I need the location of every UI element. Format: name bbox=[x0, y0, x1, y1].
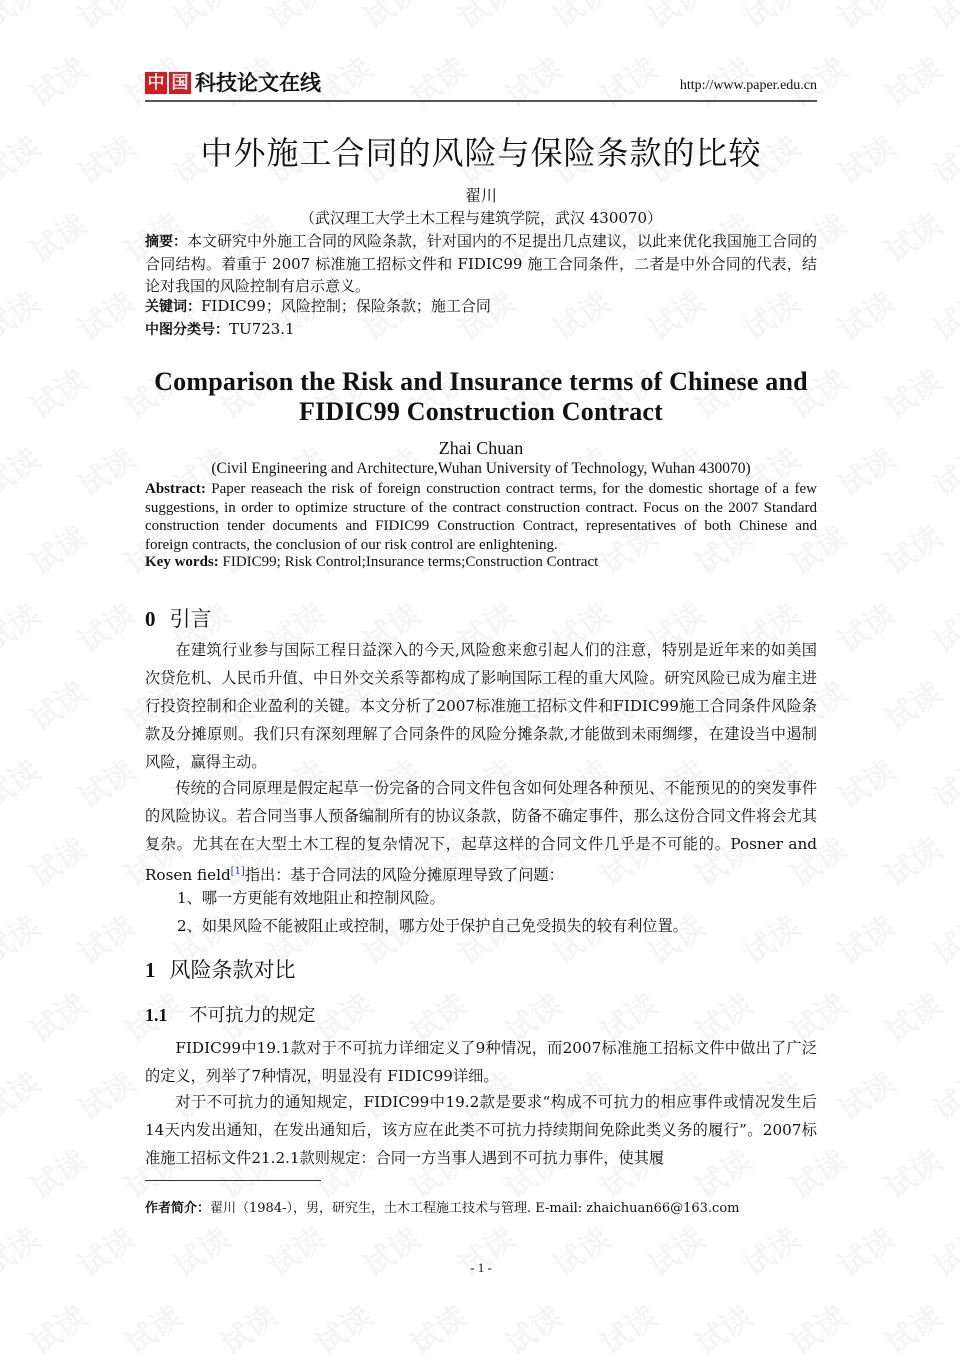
watermark-text bbox=[448, 0, 522, 37]
chinese-abstract bbox=[145, 230, 817, 297]
paragraph-text-cont: 指出：基于合同法的风险分摊原理导致了问题： bbox=[244, 866, 564, 885]
watermark-text bbox=[923, 435, 960, 505]
watermark-text bbox=[305, 1293, 379, 1357]
watermark-text bbox=[0, 591, 47, 661]
watermark-text bbox=[875, 825, 949, 895]
english-author: Zhai Chuan bbox=[438, 438, 524, 458]
chinese-title: 中外施工合同的风险与保险条款的比较 bbox=[200, 134, 762, 172]
chinese-affiliation: （武汉理工大学土木工程与建筑学院，武汉 430070） bbox=[299, 209, 663, 227]
watermark-text bbox=[543, 0, 617, 37]
watermark-text bbox=[353, 0, 427, 37]
chinese-author: 翟川 bbox=[464, 186, 497, 205]
watermark-text bbox=[828, 123, 902, 193]
watermark-text bbox=[68, 903, 142, 973]
section-title: 风险条款对比 bbox=[169, 958, 296, 982]
watermark-text bbox=[0, 1059, 47, 1129]
watermark-text bbox=[923, 279, 960, 349]
watermark-text bbox=[20, 45, 94, 115]
watermark-text bbox=[733, 903, 807, 973]
watermark-text bbox=[0, 0, 47, 37]
chinese-keywords bbox=[145, 295, 817, 318]
english-keywords bbox=[145, 553, 817, 572]
watermark-text bbox=[68, 123, 142, 193]
watermark-text bbox=[828, 903, 902, 973]
watermark-text bbox=[923, 123, 960, 193]
watermark-text bbox=[875, 981, 949, 1051]
watermark-text bbox=[495, 1293, 569, 1357]
author-footnote bbox=[145, 1197, 740, 1216]
watermark-text bbox=[828, 747, 902, 817]
watermark-text bbox=[20, 201, 94, 271]
english-affiliation: (Civil Engineering and Architecture,Wuhan University of Technology, Wuhan 430070) bbox=[211, 460, 751, 477]
site-url[interactable]: http://www.paper.edu.cn bbox=[679, 78, 817, 93]
watermark-text bbox=[875, 1137, 949, 1207]
watermark-text bbox=[68, 279, 142, 349]
intro-paragraph-2 bbox=[145, 774, 817, 889]
watermark-text bbox=[210, 1293, 284, 1357]
watermark-text bbox=[780, 1293, 854, 1357]
english-abstract bbox=[145, 480, 817, 554]
watermark-text bbox=[638, 0, 712, 37]
watermark-text bbox=[68, 435, 142, 505]
watermark-text bbox=[400, 1293, 474, 1357]
watermark-text bbox=[923, 591, 960, 661]
watermark-text bbox=[0, 747, 47, 817]
english-abstract-label: Abstract: bbox=[145, 481, 206, 497]
footnote-text: 翟川（1984-），男，研究生，土木工程施工技术与管理. E-mail: zhaichuan66@163.com bbox=[210, 1201, 740, 1216]
watermark-text bbox=[923, 903, 960, 973]
watermark-text bbox=[20, 669, 94, 739]
watermark-text bbox=[875, 201, 949, 271]
paragraph-text: 在建筑行业参与国际工程日益深入的今天,风险愈来愈引起人们的注意，特别是近年来的如美国次贷危机、人民币升值、中日外交关系等都构成了影响国际工程的重大风险。研究风险已成为雇主进行投资控制和企业盈利的关键。本文分析了2007标准施工招标文件和FIDIC99施工合同条件风险条款及分摊原则。我们只有深刻理解了合同条件的风险分摊条款,才能做到未雨绸缪，在建设当中遏制风险，赢得主动。 bbox=[145, 641, 817, 771]
paragraph-text: FIDIC99中19.1款对于不可抗力详细定义了9种情况，而2007标准施工招标文件中做出了广泛的定义，列举了7种情况，明显没有 FIDIC99详细。 bbox=[145, 1039, 817, 1085]
logo-box-zhong: 中 bbox=[145, 72, 167, 94]
footnote-label: 作者简介： bbox=[145, 1201, 211, 1216]
watermark-text bbox=[20, 981, 94, 1051]
english-title-line-1: Comparison the Risk and Insurance terms of Chinese and bbox=[154, 367, 808, 396]
site-logo bbox=[145, 72, 321, 94]
subsection-title: 不可抗力的规定 bbox=[189, 1005, 316, 1026]
chinese-keywords-text: FIDIC99；风险控制；保险条款；施工合同 bbox=[201, 297, 491, 315]
section-number: 1 bbox=[145, 958, 156, 982]
watermark-text bbox=[685, 1293, 759, 1357]
watermark-text bbox=[923, 1215, 960, 1285]
watermark-text bbox=[875, 357, 949, 427]
english-title-line-2: FIDIC99 Construction Contract bbox=[299, 397, 663, 426]
watermark-text bbox=[0, 435, 47, 505]
watermark-text bbox=[68, 747, 142, 817]
watermark-text bbox=[258, 0, 332, 37]
english-title bbox=[145, 367, 817, 427]
watermark-text bbox=[923, 0, 960, 37]
footnote-divider bbox=[145, 1180, 321, 1181]
paragraph-text: 传统的合同原理是假定起草一份完备的合同文件包含如何处理各种预见、不能预见的的突发事件的风险协议。若合同当事人预备编制所有的协议条款，防备不确定事件，那么这份合同文件将会尤其复杂。尤其在在大型土木工程的复杂情况下，起草这样的合同文件几乎是不可能的。Posner and Rosen field bbox=[145, 779, 817, 885]
subsection-number: 1.1 bbox=[145, 1005, 168, 1025]
watermark-text bbox=[68, 1059, 142, 1129]
watermark-text bbox=[590, 1293, 664, 1357]
page-number: - 1 - bbox=[470, 1260, 492, 1275]
watermark-text bbox=[20, 1293, 94, 1357]
watermark-text bbox=[828, 1215, 902, 1285]
english-abstract-text: Paper reaseach the risk of foreign construction contract terms, for the domestic shortage of a few suggestions, in order to optimize structure of the contract construction contract. Focus on the 2007 Standard construction tender documents and FIDIC99 Construction Contract, representatives of both Chinese and foreign contracts, the conclusion of our risk control are enlightening. bbox=[145, 481, 817, 553]
watermark-text bbox=[875, 669, 949, 739]
watermark-text bbox=[0, 279, 47, 349]
watermark-text bbox=[828, 1059, 902, 1129]
chinese-abstract-label: 摘要： bbox=[145, 234, 187, 250]
chinese-keywords-label: 关键词： bbox=[145, 299, 201, 315]
chinese-abstract-text: 本文研究中外施工合同的风险条款，针对国内的不足提出几点建议，以此来优化我国施工合同的合同结构。着重于 2007 标准施工招标文件和 FIDIC99 施工合同条件，二者是中外合同的代表，结论对我国的风险控制有启示意义。 bbox=[145, 232, 818, 295]
paragraph-text: 对于不可抗力的通知规定，FIDIC99中19.2款是要求“构成不可抗力的相应事件或情况发生后14天内发出通知，在发出通知后，该方应在此类不可抗力持续期间免除此类义务的履行”。2007标准施工招标文件21.2.1款则规定：合同一方当事人遇到不可抗力事件，使其履 bbox=[145, 1093, 817, 1167]
section-heading-0 bbox=[145, 603, 212, 633]
watermark-text bbox=[733, 0, 807, 37]
watermark-text bbox=[68, 0, 142, 37]
watermark-text bbox=[0, 123, 47, 193]
english-keywords-text: FIDIC99; Risk Control;Insurance terms;Construction Contract bbox=[218, 554, 599, 570]
watermark-text bbox=[875, 45, 949, 115]
intro-paragraph-1 bbox=[145, 636, 817, 776]
force-majeure-paragraph-2 bbox=[145, 1088, 817, 1172]
watermark-text bbox=[828, 279, 902, 349]
watermark-text bbox=[163, 0, 237, 37]
subsection-heading-1-1 bbox=[145, 1001, 316, 1027]
watermark-text bbox=[115, 1293, 189, 1357]
watermark-text bbox=[68, 591, 142, 661]
watermark-text bbox=[828, 591, 902, 661]
english-keywords-label: Key words: bbox=[145, 554, 219, 570]
list-item-1: 1、哪一方更能有效地阻止和控制风险。 bbox=[177, 889, 445, 907]
watermark-text bbox=[20, 357, 94, 427]
page-header bbox=[145, 68, 817, 102]
watermark-text bbox=[828, 435, 902, 505]
watermark-text bbox=[0, 903, 47, 973]
list-item-2: 2、如果风险不能被阻止或控制，哪方处于保护自己免受损失的较有利位置。 bbox=[177, 917, 688, 935]
citation-ref[interactable]: [1] bbox=[230, 866, 245, 877]
chinese-clc-label: 中图分类号： bbox=[145, 322, 229, 338]
logo-text: 科技论文在线 bbox=[195, 71, 321, 95]
chinese-clc-text: TU723.1 bbox=[229, 320, 295, 338]
watermark-text bbox=[923, 1059, 960, 1129]
section-heading-1 bbox=[145, 954, 296, 984]
watermark-text bbox=[68, 1215, 142, 1285]
watermark-text bbox=[20, 1137, 94, 1207]
logo-box-guo: 国 bbox=[169, 72, 191, 94]
watermark-text bbox=[20, 825, 94, 895]
watermark-text bbox=[875, 1293, 949, 1357]
watermark-text bbox=[828, 0, 902, 37]
watermark-text bbox=[875, 513, 949, 583]
force-majeure-paragraph-1 bbox=[145, 1034, 817, 1090]
section-title: 引言 bbox=[169, 607, 212, 631]
chinese-clc bbox=[145, 318, 817, 341]
section-number: 0 bbox=[145, 607, 156, 631]
watermark-text bbox=[0, 1215, 47, 1285]
watermark-text bbox=[20, 513, 94, 583]
watermark-text bbox=[923, 747, 960, 817]
